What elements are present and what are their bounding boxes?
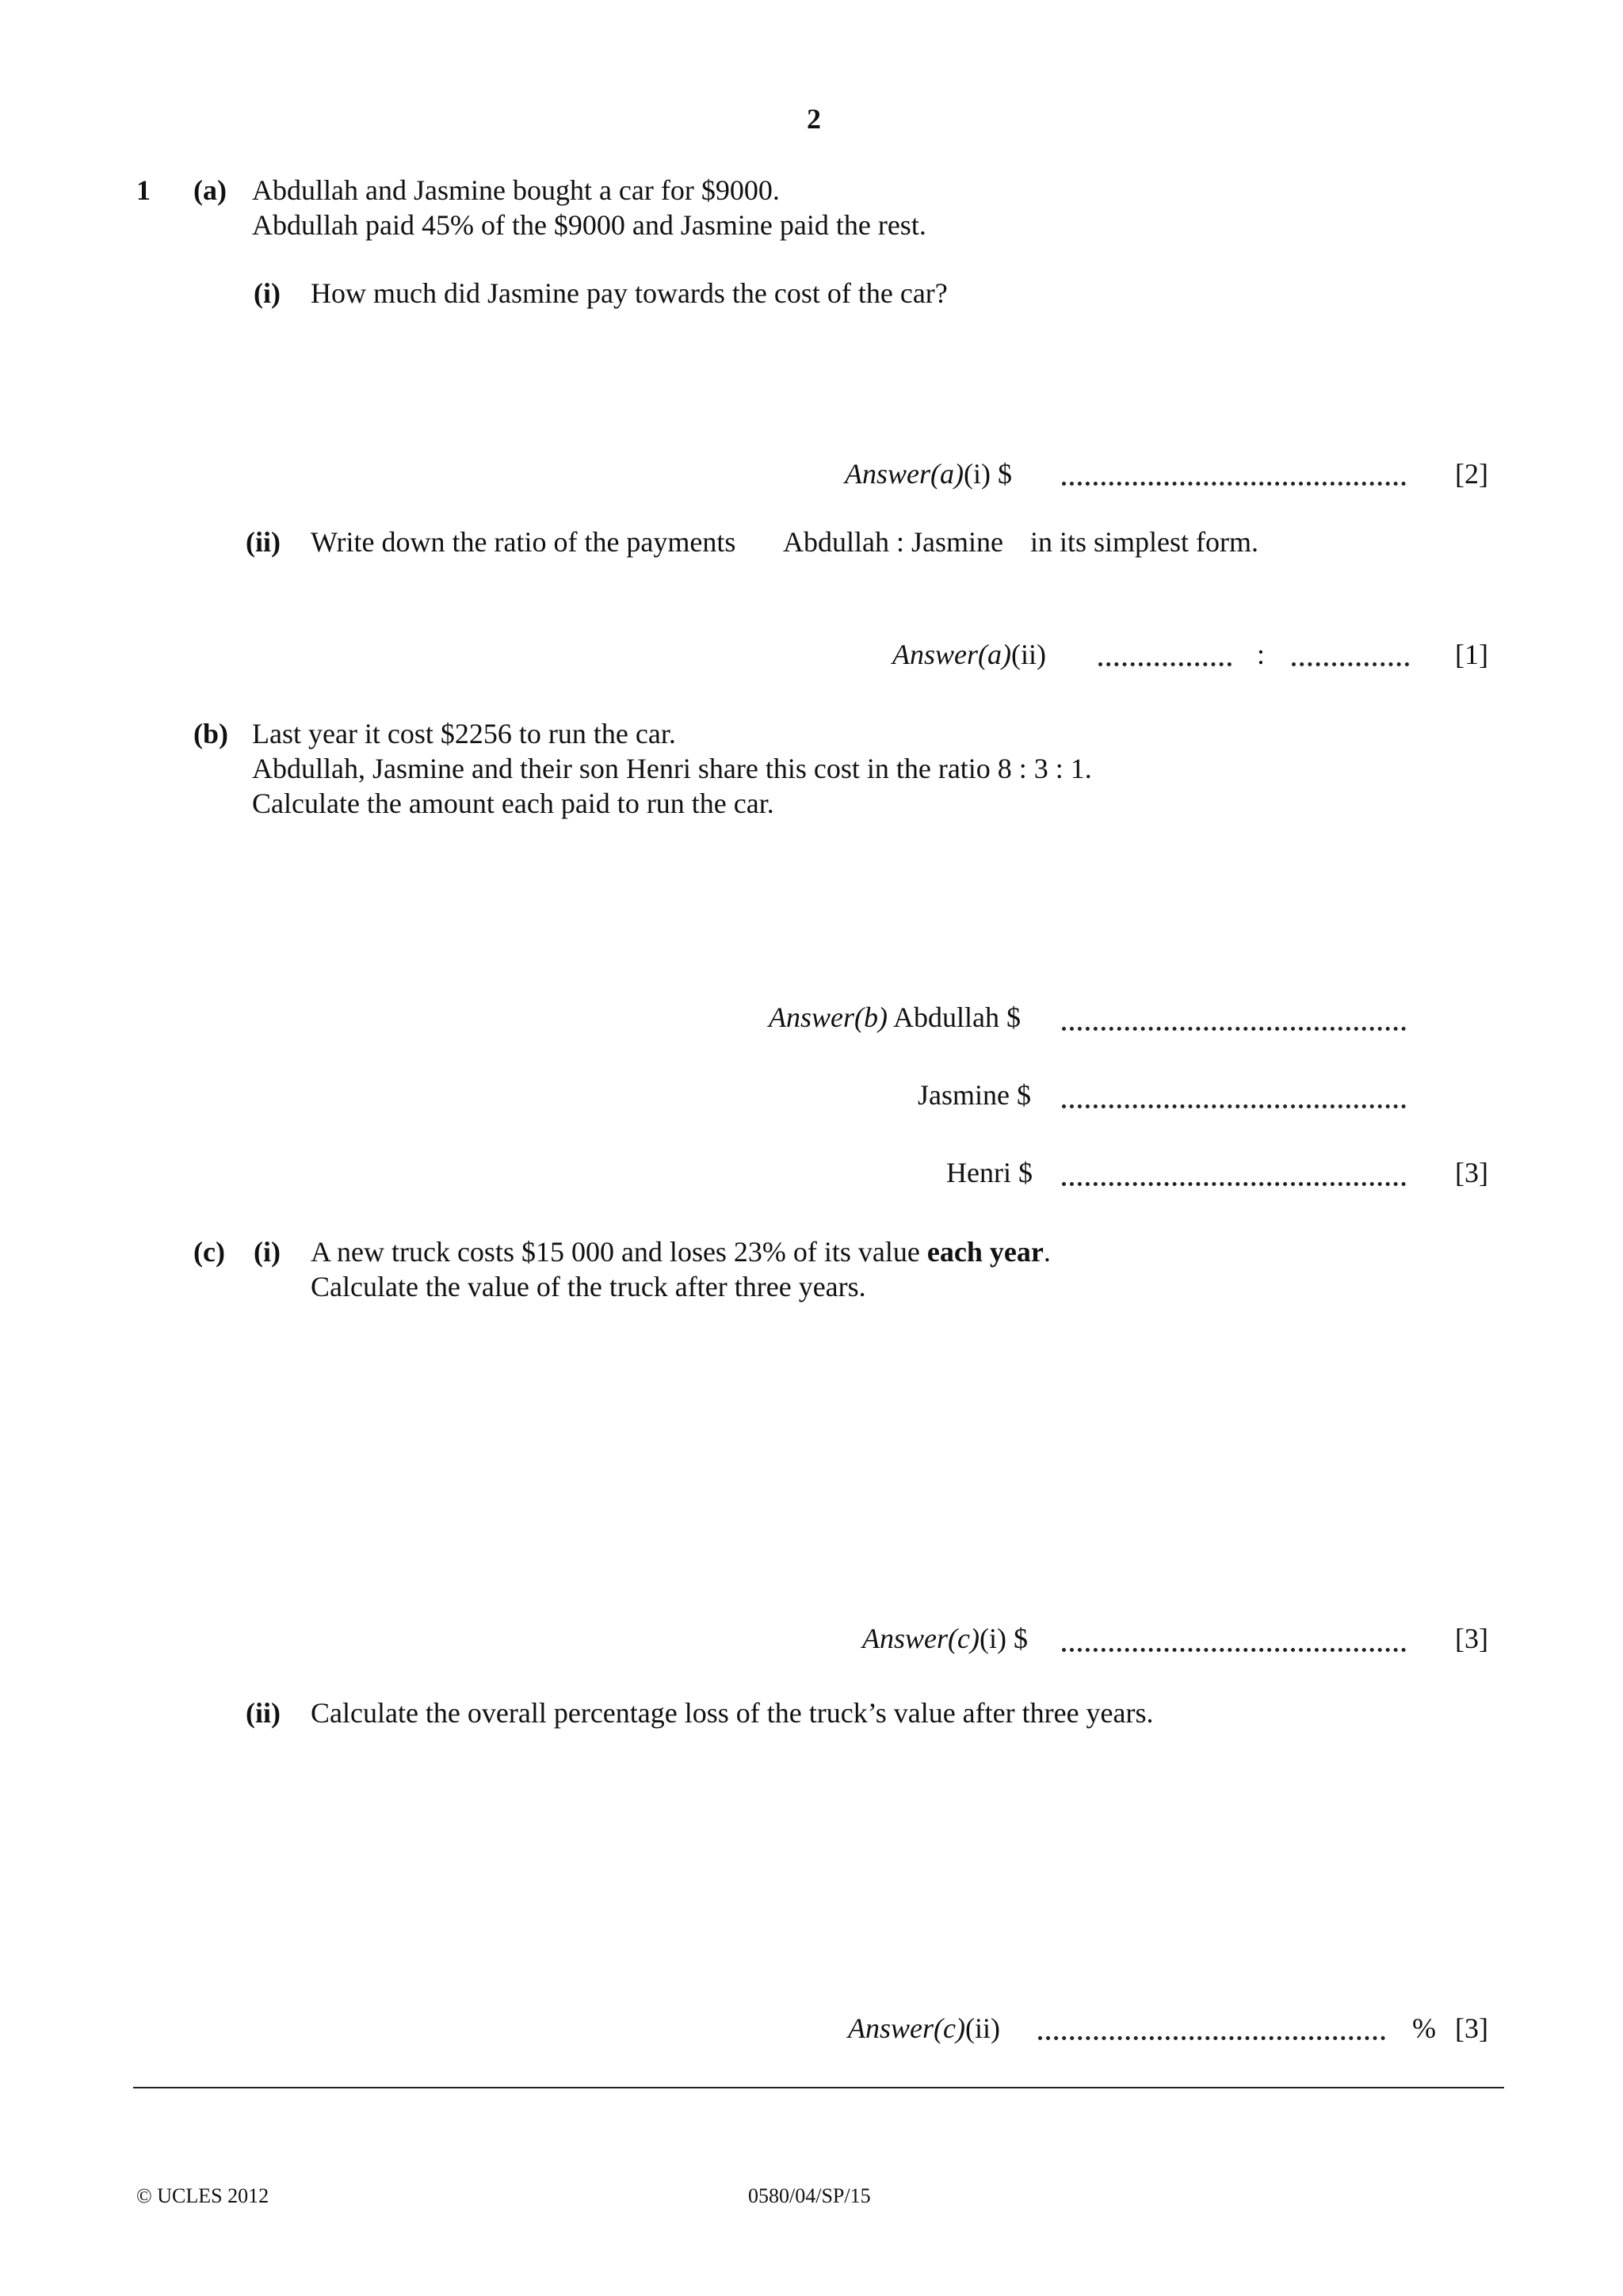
marks-a-ii: [1] (1455, 639, 1488, 670)
part-a-ii-label: (ii) (246, 526, 281, 558)
answer-a-i-label (845, 456, 1012, 491)
marks-a-i: [2] (1455, 458, 1488, 490)
answer-c-i-rest: (i) $ (979, 1623, 1028, 1654)
answer-a-ii-italic: Answer(a) (892, 639, 1011, 670)
answer-b-henri-label: Henri $ (946, 1157, 1033, 1188)
part-c-i-label: (i) (254, 1236, 281, 1268)
footer-divider (133, 2087, 1504, 2088)
part-c-i-line1-bold: each year (926, 1236, 1044, 1268)
answer-c-ii-line[interactable] (1038, 2036, 1385, 2040)
question-number: 1 (136, 174, 151, 206)
part-c-i-line1-before: A new truck costs $15 000 and loses 23% of its value (311, 1236, 920, 1268)
answer-c-i-label (862, 1621, 1028, 1656)
part-a-i-label: (i) (254, 277, 281, 309)
part-a-line1: Abdullah and Jasmine bought a car for $9000. (252, 174, 780, 206)
part-b-line3: Calculate the amount each paid to run the car. (252, 788, 774, 819)
answer-a-ii-label (892, 637, 1046, 672)
part-c-label: (c) (193, 1236, 225, 1268)
answer-b-italic: Answer(b) (769, 1001, 888, 1033)
part-b-line2: Abdullah, Jasmine and their son Henri share this cost in the ratio 8 : 3 : 1. (252, 753, 1092, 784)
marks-c-i: [3] (1455, 1623, 1488, 1654)
footer-copyright: © UCLES 2012 (136, 2184, 269, 2207)
answer-a-i-rest: (i) $ (963, 458, 1012, 490)
page-number: 2 (807, 103, 821, 135)
part-a-ii-text-after: in its simplest form. (1030, 526, 1258, 558)
part-c-i-line1-after: . (1043, 1236, 1051, 1268)
answer-b-abdullah-line[interactable] (1062, 1027, 1406, 1031)
answer-a-ii-separator: : (1257, 639, 1266, 670)
part-a-ii-ratio: Abdullah : Jasmine (783, 526, 1003, 558)
answer-b-henri-line[interactable] (1062, 1182, 1406, 1186)
answer-b-abdullah: Abdullah $ (893, 1001, 1021, 1033)
answer-a-ii-line-right[interactable] (1292, 662, 1409, 666)
answer-a-i-line[interactable] (1062, 482, 1406, 486)
part-b-line1: Last year it cost $2256 to run the car. (252, 718, 676, 749)
answer-a-i-italic: Answer(a) (845, 458, 964, 490)
part-a-ii-text-before: Write down the ratio of the payments (311, 526, 736, 558)
part-a-i-text: How much did Jasmine pay towards the cost of the car? (311, 277, 948, 309)
part-a-line2: Abdullah paid 45% of the $9000 and Jasmine paid the rest. (252, 209, 926, 241)
answer-a-ii-line-left[interactable] (1098, 662, 1232, 666)
marks-c-ii: [3] (1455, 2012, 1488, 2044)
answer-c-ii-italic: Answer(c) (848, 2012, 965, 2044)
answer-c-ii-unit: % (1412, 2012, 1436, 2044)
answer-b-jasmine-label: Jasmine $ (918, 1079, 1031, 1111)
answer-c-i-line[interactable] (1062, 1648, 1406, 1652)
answer-c-ii-rest: (ii) (964, 2012, 1000, 2044)
part-b-label: (b) (193, 718, 228, 749)
footer-code: 0580/04/SP/15 (748, 2184, 871, 2207)
marks-b: [3] (1455, 1157, 1488, 1188)
answer-b-jasmine-line[interactable] (1062, 1104, 1406, 1108)
part-c-i-line1 (311, 1234, 1051, 1269)
answer-b-abdullah-label (769, 1000, 1021, 1035)
answer-c-i-italic: Answer(c) (862, 1623, 980, 1654)
answer-c-ii-label (848, 2011, 1000, 2046)
answer-a-ii-rest: (ii) (1010, 639, 1046, 670)
part-c-ii-text: Calculate the overall percentage loss of the truck’s value after three years. (311, 1697, 1154, 1729)
part-c-ii-label: (ii) (246, 1697, 281, 1729)
part-a-label: (a) (193, 174, 227, 206)
part-c-i-line2: Calculate the value of the truck after three years. (311, 1271, 866, 1302)
